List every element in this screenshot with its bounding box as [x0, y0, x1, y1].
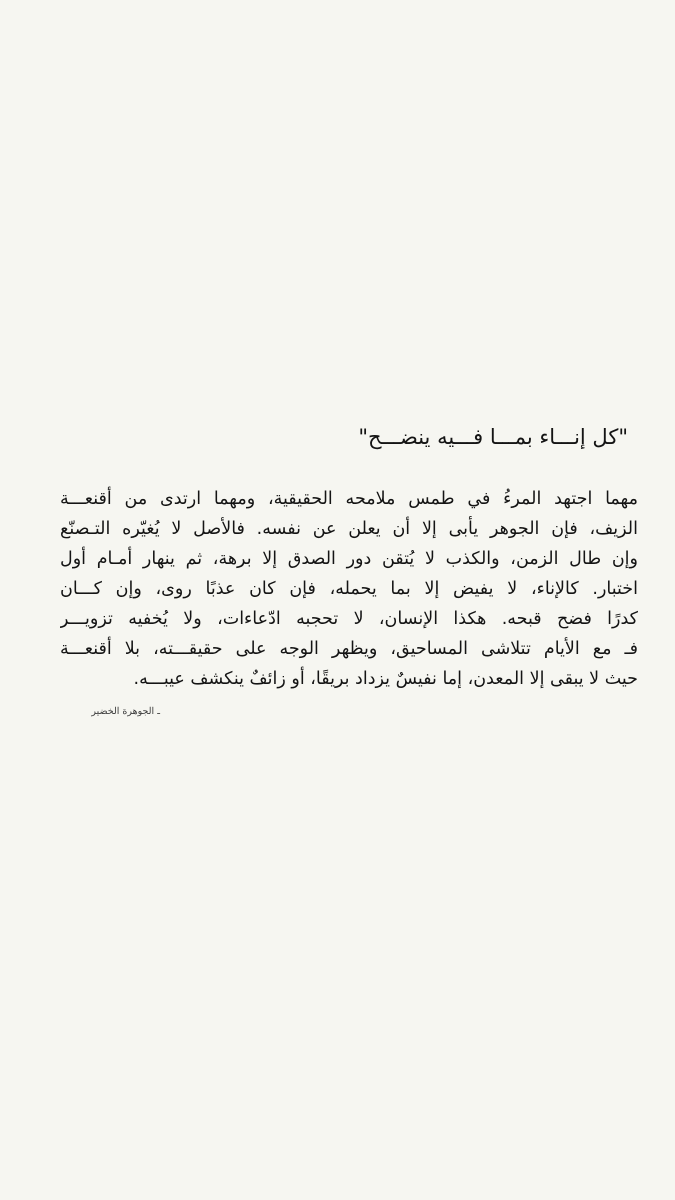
body-line: فـ مع الأيام تتلاشى المساحيق، ويظهر الوجه على حقيقـــته، بلا أقنعـــة	[60, 639, 638, 659]
quote-title: "كل إنـــاء بمـــا فـــيه ينضـــح"	[358, 425, 628, 449]
body-line: اختبار. كالإناء، لا يفيض إلا بما يحمله، فإن كان عذبًا روى، وإن كـــان	[60, 579, 638, 599]
body-line: مهما اجتهد المرءُ في طمس ملامحه الحقيقية، ومهما ارتدى من أقنعـــة	[60, 489, 638, 509]
body-line: الزيف، فإن الجوهر يأبى إلا أن يعلن عن نفسه. فالأصل لا يُغيّره التـصنّع	[60, 519, 638, 539]
author-signature: ـ الجوهرة الخضير	[91, 706, 160, 717]
body-paragraph	[60, 484, 638, 694]
body-line: وإن طال الزمن، والكذب لا يُتقن دور الصدق إلا برهة، ثم ينهار أمـام أول	[60, 549, 638, 569]
body-line: حيث لا يبقى إلا المعدن، إما نفيسٌ يزداد بريقًا، أو زائفٌ ينكشف عيبـــه.	[133, 669, 638, 689]
body-line: كدرًا فضح قبحه. هكذا الإنسان، لا تحجبه ادّعاءات، ولا يُخفيه تزويـــر	[60, 609, 638, 629]
